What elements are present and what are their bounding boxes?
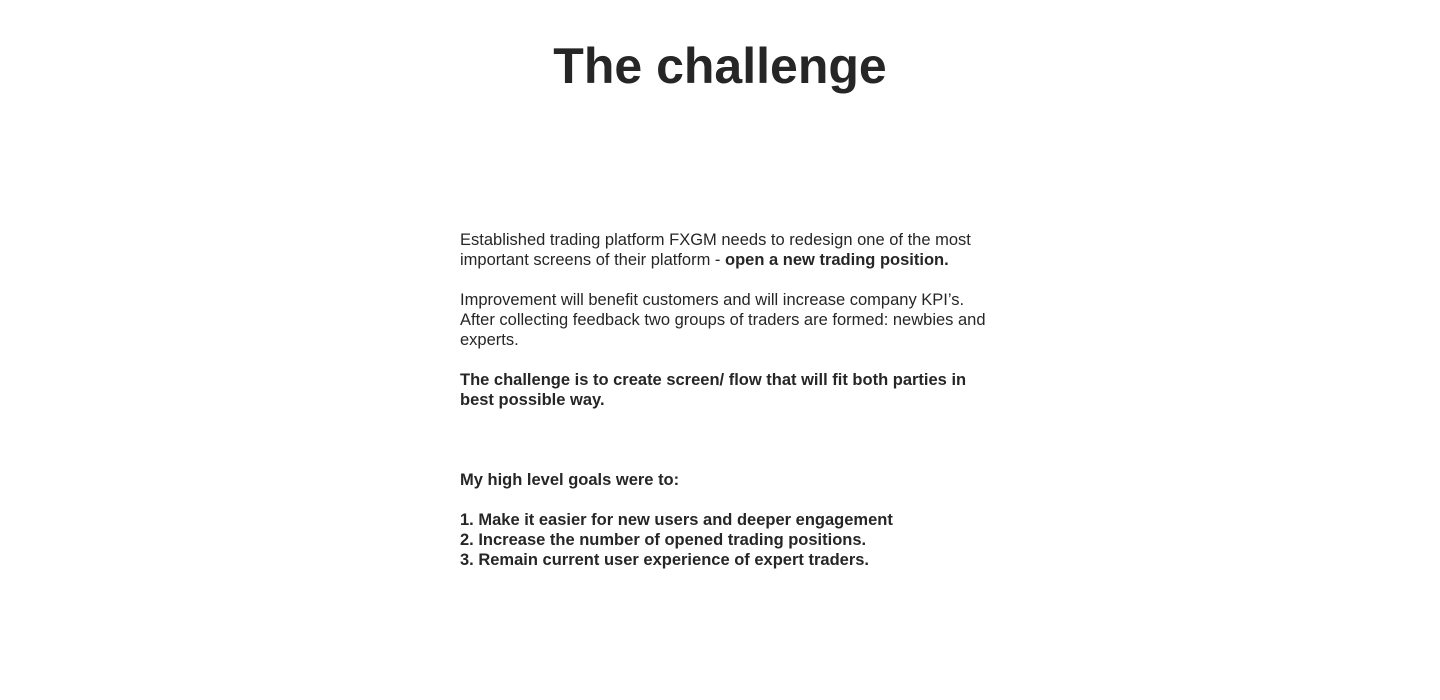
goals-list [460,510,990,570]
improvement-paragraph [460,290,990,350]
improvement-line-1: Improvement will benefit customers and will increase company KPI’s. [460,291,965,309]
goal-item: 2. Increase the number of opened trading positions. [460,531,867,549]
intro-emphasis: open a new trading position. [725,251,949,269]
challenge-statement: The challenge is to create screen/ flow that will fit both parties in best possible way. [460,371,967,409]
challenge-content [460,230,990,570]
intro-text: Established trading platform FXGM needs to redesign one of the most important screens of their platform - [460,231,971,269]
improvement-line-2: After collecting feedback two groups of traders are formed: newbies and experts. [460,311,986,349]
goals-heading: My high level goals were to: [460,471,680,489]
page-title: The challenge [553,38,887,94]
intro-paragraph [460,230,990,270]
goal-item: 3. Remain current user experience of expert traders. [460,551,870,569]
goal-item: 1. Make it easier for new users and deeper engagement [460,511,893,529]
